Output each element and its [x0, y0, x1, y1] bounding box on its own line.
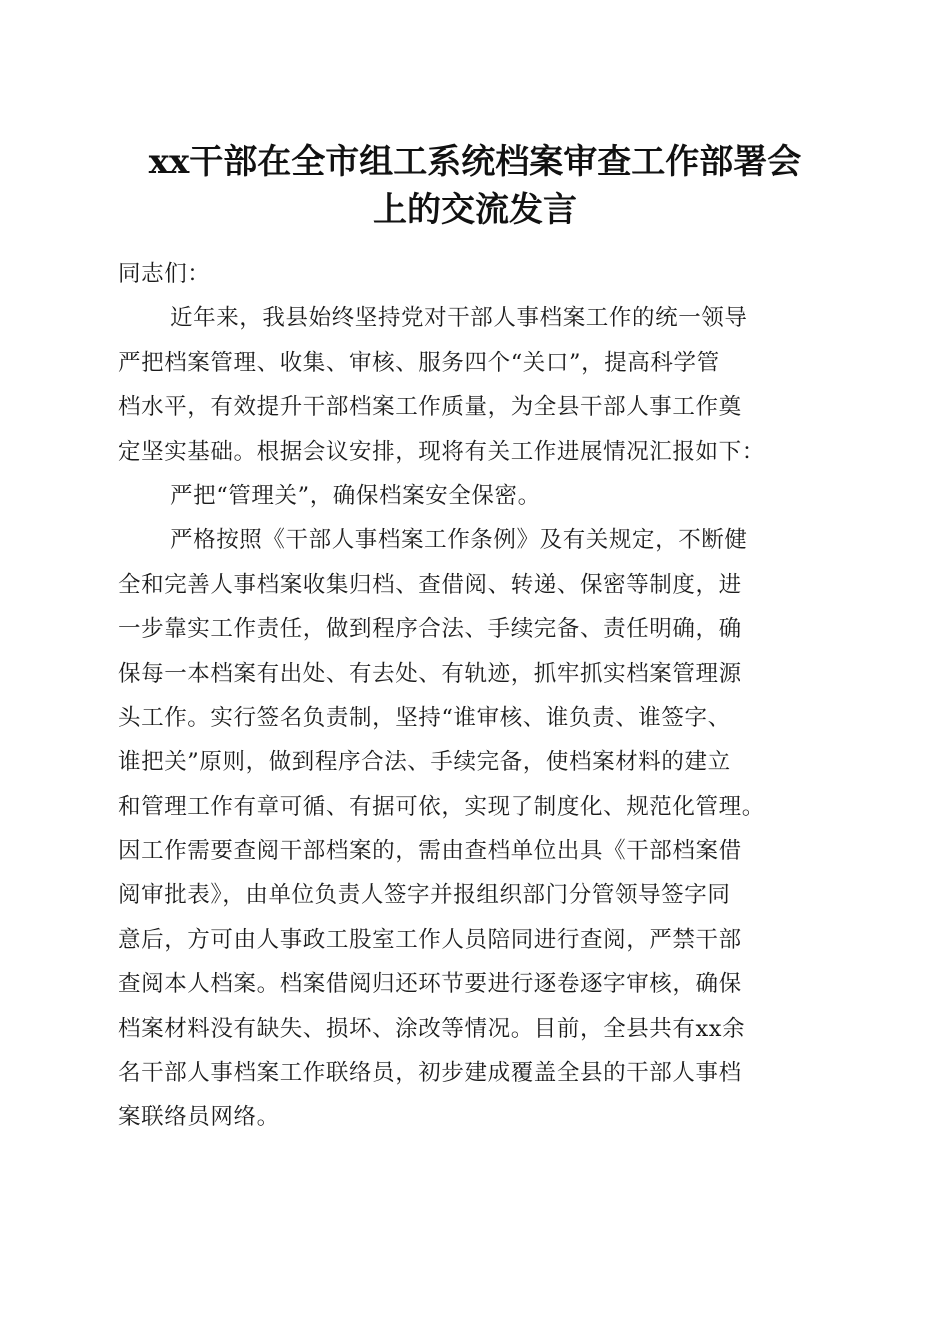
- paragraph-line: 严把档案管理、收集、审核、服务四个“关口”，提高科学管: [118, 349, 720, 376]
- title-line-1: xx干部在全市组工系统档案审查工作部署会: [148, 142, 802, 182]
- paragraph-line: 全和完善人事档案收集归档、查借阅、转递、保密等制度，进: [118, 571, 742, 598]
- paragraph-intro: [118, 296, 838, 474]
- title-line-2: 上的交流发言: [373, 190, 577, 230]
- paragraph-line: 案联络员网络。: [118, 1104, 280, 1131]
- paragraph-line: 近年来，我县始终坚持党对干部人事档案工作的统一领导: [170, 305, 748, 332]
- paragraph-line: 档水平，有效提升干部档案工作质量，为全县干部人事工作奠: [118, 394, 742, 421]
- paragraph-line: 谁把关”原则，做到程序合法、手续完备，使档案材料的建立: [118, 749, 731, 776]
- salutation: 同志们：: [118, 261, 211, 287]
- paragraph-management: [118, 518, 838, 1139]
- section-heading: 严把“管理关”，确保档案安全保密。: [170, 482, 541, 509]
- paragraph-line: 查阅本人档案。档案借阅归还环节要进行逐卷逐字审核，确保: [118, 971, 742, 998]
- document-title: [90, 138, 860, 234]
- paragraph-line: 和管理工作有章可循、有据可依，实现了制度化、规范化管理。: [118, 793, 765, 820]
- paragraph-line: 名干部人事档案工作联络员，初步建成覆盖全县的干部人事档: [118, 1060, 742, 1087]
- paragraph-line: 定坚实基础。根据会议安排，现将有关工作进展情况汇报如下：: [118, 438, 765, 465]
- paragraph-line: 阅审批表》，由单位负责人签字并报组织部门分管领导签字同: [118, 882, 731, 909]
- paragraph-line: 意后，方可由人事政工股室工作人员陪同进行查阅，严禁干部: [118, 926, 742, 953]
- paragraph-line: 严格按照《干部人事档案工作条例》及有关规定，不断健: [170, 527, 748, 554]
- paragraph-line: 头工作。实行签名负责制，坚持“谁审核、谁负责、谁签字、: [118, 704, 731, 731]
- paragraph-line: 因工作需要查阅干部档案的，需由查档单位出具《干部档案借: [118, 838, 742, 865]
- paragraph-line: 保每一本档案有出处、有去处、有轨迹，抓牢抓实档案管理源: [118, 660, 742, 687]
- paragraph-line: 一步靠实工作责任，做到程序合法、手续完备、责任明确，确: [118, 616, 742, 643]
- paragraph-line: 档案材料没有缺失、损坏、涂改等情况。目前，全县共有xx余: [118, 1015, 746, 1042]
- document-body: [118, 252, 838, 1140]
